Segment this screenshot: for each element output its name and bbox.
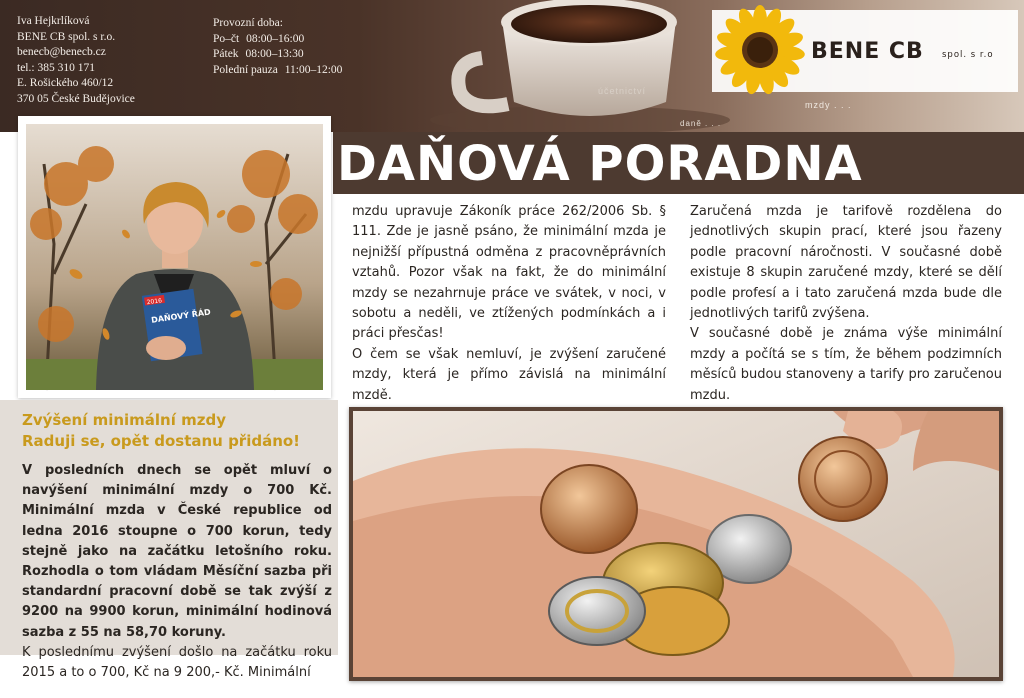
hours-value: 08:00–16:00: [246, 32, 305, 45]
hours-row: [213, 63, 413, 79]
header-banner: [0, 0, 1024, 132]
cup-word-2: mzdy . . .: [805, 100, 852, 110]
article-intro: V posledních dnech se opět mluví o navýšení minimální mzdy o 700 Kč. Minimální mzda v České republice od ledna 2016 stoupne o 700 korun, tedy stejně jako na začátku letošního roku. Rozhodla o tom vládam Měsíční sazba při standardní pracovní době se tak zvýší z 9200 na 9900 korun, minimální hodinová sazba z 55 na 58,70 koruny.: [22, 463, 332, 640]
hours-label: Po–čt: [213, 32, 240, 45]
book-badge: 2016: [146, 297, 163, 307]
article-paragraph-2: mzdu upravuje Zákoník práce 262/2006 Sb. § 111. Zde je jasně psáno, že minimální mzda je nejnižší přípustná odměna z pracovněprávních vztahů. Pozor však na fakt, že do minimální mzdy se nezahrnuje práce ve svátek, v noci, v sobotu a neděli, ve ztížených podmínkách a i práci přesčas!: [352, 204, 666, 342]
opening-hours: [213, 16, 413, 78]
sunflower-icon: [714, 4, 806, 96]
contact-name: Iva Hejkrlíková: [17, 15, 90, 27]
book-title: DAŇOVÝ ŘÁD: [150, 307, 212, 325]
brand-logo-box: [712, 10, 1018, 92]
brand-subtitle: spol. s r.o: [942, 50, 994, 60]
hours-value: 11:00–12:00: [284, 63, 343, 76]
contact-city: 370 05 České Budějovice: [17, 92, 135, 105]
coins-in-hand-photo: [353, 411, 999, 677]
hours-row: [213, 47, 413, 63]
hours-title: Provozní doba:: [213, 17, 283, 29]
cup-word-1: účetnictví: [598, 86, 647, 96]
article-column-right: [690, 202, 1002, 406]
hours-label: Polední pauza: [213, 63, 278, 76]
contact-street: E. Rošického 460/12: [17, 77, 114, 89]
contact-phone: tel.: 385 310 171: [17, 61, 95, 74]
article-column-middle: [352, 202, 666, 406]
article-paragraph-3: O čem se však nemluví, je zvýšení zaručené mzdy, která je přímo závislá na minimální mzdě.: [352, 346, 666, 403]
article-heading-line-1: Zvýšení minimální mzdy: [22, 411, 226, 429]
hours-label: Pátek: [213, 48, 239, 60]
coins-photo-frame: [349, 407, 1003, 681]
article-heading-line-2: Raduji se, opět dostanu přidáno!: [22, 432, 301, 450]
portrait-photo-frame: [18, 116, 331, 398]
cup-word-3: daně . . .: [680, 119, 722, 128]
hours-value: 08:00–13:30: [245, 48, 304, 60]
title-band: [333, 132, 1024, 194]
article-paragraph-5: V současné době je známa výše minimální mzdy a počítá se s tím, že během podzimních měsíců budou stanoveny a tarify pro zaručenou mzdu.: [690, 326, 1002, 403]
brand-name: BENE CB: [811, 39, 924, 64]
contact-company: BENE CB spol. s r.o.: [17, 30, 116, 43]
page-title: DAŇOVÁ PORADNA: [337, 136, 863, 192]
contact-block: [17, 14, 197, 107]
coffee-cup-image: [430, 0, 852, 132]
hours-row: [213, 32, 413, 48]
portrait-photo: [26, 124, 323, 390]
contact-email: benecb@benecb.cz: [17, 46, 106, 58]
article-paragraph-1: K poslednímu zvýšení došlo na začátku roku 2015 a to o 700, Kč na 9 200,- Kč. Minimální: [22, 645, 332, 681]
article-paragraph-4: Zaručená mzda je tarifově rozdělena do jednotlivých skupin prací, které jsou řazeny podle pracovní náročnosti. V současné době existuje 8 skupin zaručené mzdy, které se dělí podle profesí a i tato zaručená mzda bude dle jednotlivých tarifů zvýšena.: [690, 204, 1002, 322]
article-heading: [22, 410, 340, 452]
